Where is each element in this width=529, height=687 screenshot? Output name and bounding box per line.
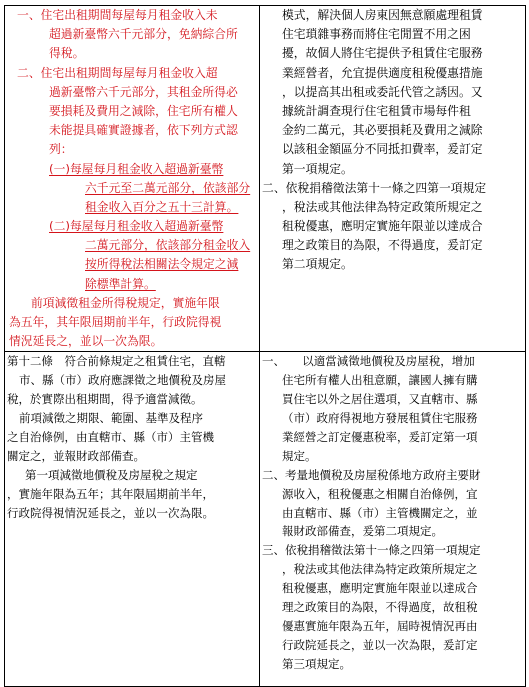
- text-line-content: 住宅瑣雜事務而將住宅閒置不用之困: [282, 27, 471, 42]
- text-line-content: 模式，解決個人房東因無意願處理租賃: [282, 8, 483, 22]
- text-line: [260, 25, 525, 44]
- text-line-content: 優惠實施年限為五年，屆時視情況再由: [282, 618, 478, 633]
- text-line-content: 過新臺幣六千元部分，其租金所得必: [49, 84, 238, 99]
- text-line: [5, 275, 259, 294]
- text-line-content: 擾，故個人將住宅提供予租賃住宅服務: [282, 46, 483, 61]
- text-line-content: （市）政府得視地方發展租賃住宅服務: [282, 411, 478, 426]
- text-line-content: (二)每屋每月租金收入超過新臺幣: [49, 219, 224, 234]
- text-line: [260, 522, 525, 541]
- text-line-content: 第十二條 符合前條規定之租賃住宅，直轄: [7, 354, 226, 369]
- text-line: [260, 447, 525, 466]
- text-line-content: ，稅法或其他法律為特定政策所規定之: [282, 562, 478, 577]
- text-line: [5, 504, 259, 523]
- text-line: [260, 579, 525, 598]
- text-line: [5, 179, 259, 198]
- text-line: [5, 6, 259, 25]
- text-line: [5, 217, 259, 236]
- text-line: [260, 655, 525, 674]
- text-line: [260, 390, 525, 409]
- text-line-content: 關定之，並報財政部備查。: [7, 448, 145, 463]
- text-line: [260, 428, 525, 447]
- text-line-content: 之自治條例，由直轄市、縣（市）主管機: [7, 429, 214, 444]
- text-line-content: 一、 以適當減徵地價稅及房屋稅，增加: [262, 354, 475, 369]
- text-line: [5, 466, 259, 485]
- table-row: [5, 6, 526, 352]
- text-line: [260, 236, 525, 255]
- text-line: [5, 313, 259, 332]
- table-row: [5, 352, 526, 687]
- text-line: [5, 102, 259, 121]
- text-line-content: 情況延長之，並以一次為限。: [9, 334, 163, 349]
- text-line-content: 第二項規定。: [282, 257, 353, 272]
- text-line: [5, 64, 259, 83]
- text-line-content: 前項減徵之期限、範圍、基準及程序: [19, 411, 203, 426]
- text-line-content: 買住宅以外之居住選項，又直轄市、縣: [282, 392, 478, 407]
- text-line: [260, 255, 525, 274]
- row1-explanation-cell: [260, 6, 526, 352]
- text-line-content: 市、縣（市）政府應課徵之地價稅及房屋: [19, 373, 226, 388]
- text-line-content: 源收入，租稅優惠之相關自治條例，宜: [282, 486, 478, 501]
- text-line-content: 第一項減徵地價稅及房屋稅之規定: [25, 467, 198, 482]
- text-line-content: 除標準計算。: [85, 276, 156, 291]
- text-line-content: 二、住宅出租期間每屋每月租金收入超: [17, 65, 218, 80]
- text-line: [260, 179, 525, 198]
- text-line: [5, 428, 259, 447]
- text-line: [260, 140, 525, 159]
- row1-provision-cell: [5, 6, 260, 352]
- text-line-content: ，以提高其出租或委託代管之誘因。又: [282, 84, 483, 99]
- text-line-content: 二萬元部分，依該部分租金收入: [85, 238, 251, 253]
- text-line: [260, 636, 525, 655]
- text-line-content: 以該租金額區分不同抵扣費率，爰訂定: [282, 142, 483, 157]
- text-line-content: 由直轄市、縣（市）主管機關定之，並: [282, 505, 478, 520]
- text-line-content: 租稅優惠，應明定實施年限並以達成合: [282, 219, 483, 234]
- comparison-table: [4, 5, 526, 687]
- text-line: [5, 140, 259, 159]
- text-line: [260, 504, 525, 523]
- text-line-content: 租金收入百分之五十三計算。: [85, 199, 239, 214]
- text-line: [260, 541, 525, 560]
- text-line-content: 六千元至二萬元部分，依該部分: [85, 180, 251, 195]
- text-line-content: 稅，於實際出租期間，得予適當減徵。: [7, 392, 203, 407]
- text-line: [5, 255, 259, 274]
- text-line-content: 第三項規定。: [282, 656, 351, 671]
- text-line-content: 一、住宅出租期間每屋每月租金收入未: [17, 8, 218, 22]
- text-line-content: 理之政策目的為限，不得過度，故租稅: [282, 599, 478, 614]
- text-line: [5, 447, 259, 466]
- text-line-content: 前項減徵租金所得稅規定，實施年限: [31, 295, 220, 310]
- text-line: [260, 160, 525, 179]
- text-line-content: (一)每屋每月租金收入超過新臺幣: [49, 161, 224, 176]
- text-line: [260, 6, 525, 25]
- text-line-content: 行政院得視情況延長之，並以一次為限。: [7, 505, 214, 520]
- text-line-content: 理之政策目的為限，不得過度，爰訂定: [282, 238, 483, 253]
- text-line: [260, 121, 525, 140]
- text-line: [5, 390, 259, 409]
- text-line-content: 行政院延長之，並以一次為限，爰訂定: [282, 637, 478, 652]
- text-line: [260, 409, 525, 428]
- text-line-content: 為五年，其年限屆期前半年，行政院得視: [9, 315, 222, 329]
- row2-explanation-text: [260, 352, 525, 673]
- text-line-content: 二、考量地價稅及房屋稅係地方政府主要財: [262, 467, 481, 482]
- text-line: [260, 617, 525, 636]
- text-line-content: 業經營者，允宜提供適度租稅優惠措施: [282, 65, 483, 80]
- text-line: [260, 64, 525, 83]
- text-line: [5, 485, 259, 504]
- text-line: [5, 409, 259, 428]
- text-line: [5, 160, 259, 179]
- text-line: [5, 371, 259, 390]
- text-line: [5, 121, 259, 140]
- text-line: [5, 294, 259, 313]
- text-line: [5, 83, 259, 102]
- text-line: [260, 83, 525, 102]
- text-line: [260, 485, 525, 504]
- text-line-content: 三、依稅捐稽徵法第十一條之四第一項規定: [262, 543, 481, 558]
- text-line: [5, 236, 259, 255]
- text-line-content: ，實施年限為五年；其年限屆期前半年，: [7, 486, 214, 501]
- text-line-content: 超過新臺幣六千元部分，免納綜合所: [49, 27, 238, 42]
- text-line-content: 未能提具確實證據者，依下列方式認: [49, 123, 238, 138]
- text-line-content: 據統計調查現行住宅租賃市場每件租: [282, 103, 471, 118]
- text-line: [260, 371, 525, 390]
- row1-provision-text: [5, 6, 259, 351]
- text-line: [260, 198, 525, 217]
- text-line: [5, 352, 259, 371]
- text-line-content: 列：: [49, 142, 73, 157]
- text-line-content: 規定。: [282, 448, 317, 463]
- text-line: [260, 598, 525, 617]
- text-line: [260, 217, 525, 236]
- text-line-content: ，稅法或其他法律為特定政策所規定之: [282, 199, 483, 214]
- row2-provision-cell: [5, 352, 260, 687]
- text-line: [260, 560, 525, 579]
- text-line-content: 按所得稅法相關法令規定之減: [85, 257, 239, 272]
- text-line: [260, 466, 525, 485]
- text-line: [5, 332, 259, 351]
- text-line: [260, 102, 525, 121]
- text-line-content: 金約二萬元，其必要損耗及費用之減除: [282, 123, 483, 138]
- text-line: [5, 25, 259, 44]
- text-line-content: 得稅。: [49, 46, 85, 61]
- text-line: [260, 352, 525, 371]
- text-line-content: 二、依稅捐稽徵法第十一條之四第一項規定: [262, 180, 487, 195]
- text-line-content: 租稅優惠，應明定實施年限並以達成合: [282, 581, 478, 596]
- row1-explanation-text: [260, 6, 525, 275]
- row2-explanation-cell: [260, 352, 526, 687]
- text-line-content: 住宅所有權人出租意願，讓國人擁有購: [282, 373, 478, 388]
- text-line: [5, 44, 259, 63]
- text-line-content: 要損耗及費用之減除，住宅所有權人: [49, 103, 238, 118]
- row2-provision-text: [5, 352, 259, 522]
- text-line-content: 報財政部備查，爰第二項規定。: [282, 524, 443, 539]
- text-line-content: 第一項規定。: [282, 161, 353, 176]
- text-line: [260, 44, 525, 63]
- text-line: [5, 198, 259, 217]
- text-line-content: 業經營之訂定優惠稅率，爰訂定第一項: [282, 429, 478, 444]
